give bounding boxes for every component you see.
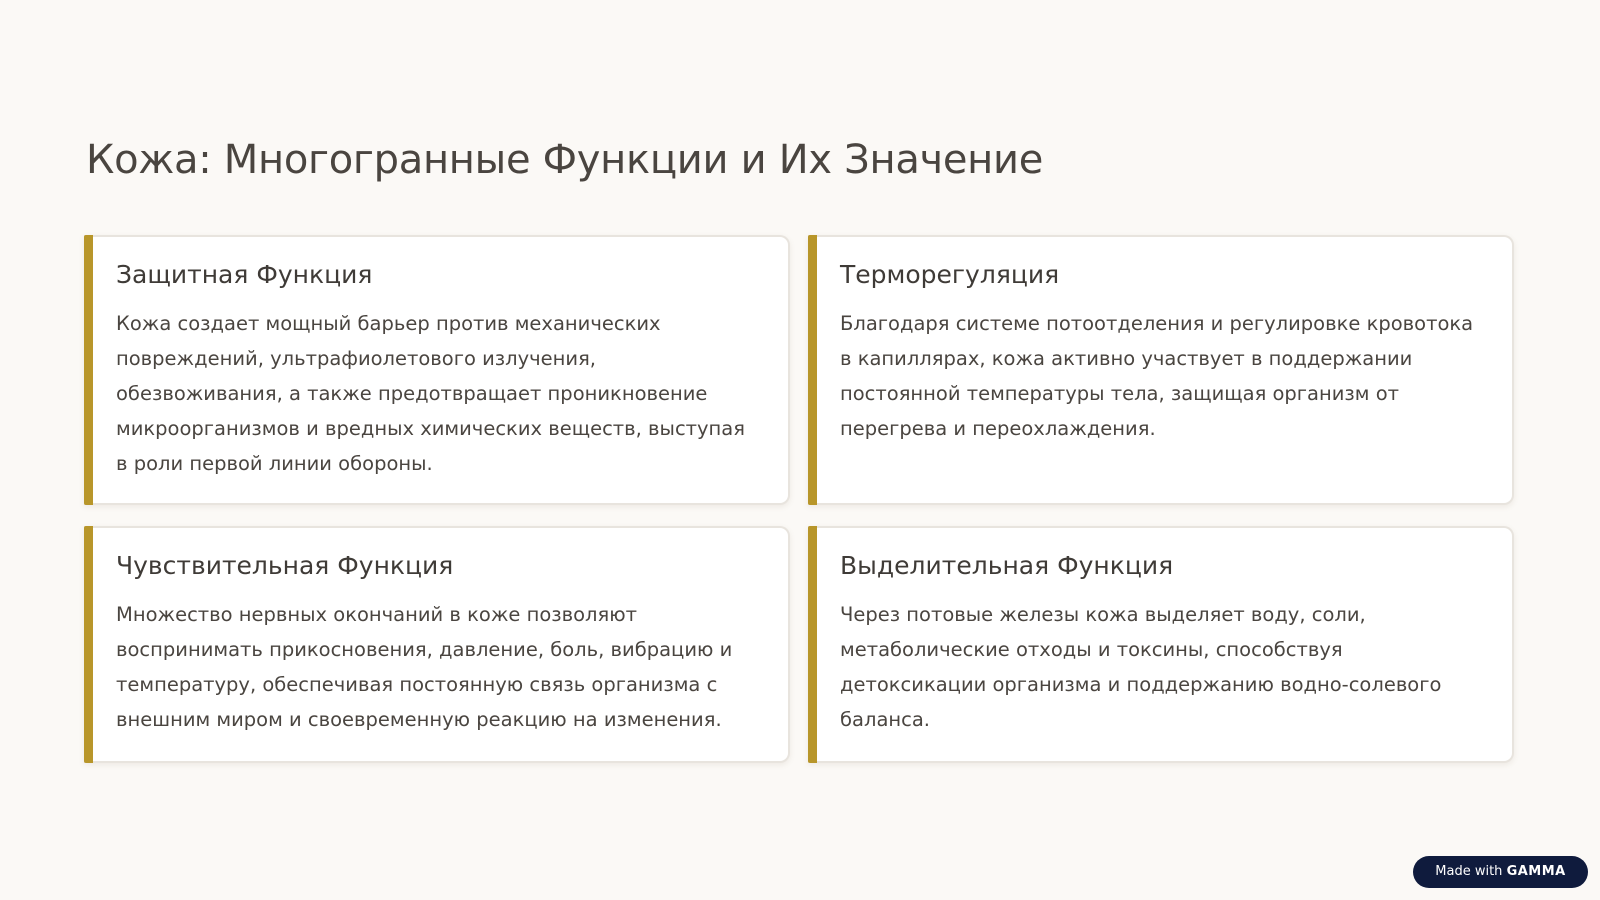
card-title: Терморегуляция — [840, 260, 1060, 289]
gamma-logo: GAMMA — [1506, 864, 1566, 879]
card-text: Через потовые железы кожа выделяет воду, соли, метаболические отходы и токсины, способствуя детоксикации организма и поддержанию водно-солевого баланса. — [840, 602, 1442, 731]
card-title: Выделительная Функция — [840, 551, 1174, 580]
card-thermoregulation — [808, 235, 1514, 505]
page-title: Кожа: Многогранные Функции и Их Значение — [86, 137, 1044, 183]
card-text: Кожа создает мощный барьер против механических повреждений, ультрафиолетового излучения, обезвоживания, а также предотвращает проникновение микроорганизмов и вредных химических веществ, выступая в роли первой линии обороны. — [116, 311, 745, 475]
card-sensory-function — [84, 526, 790, 763]
card-excretory-function — [808, 526, 1514, 763]
card-text: Множество нервных окончаний в коже позволяют воспринимать прикосновения, давление, боль, вибрацию и температуру, обеспечивая постоянную связь организма с внешним миром и своевременную реакцию на изменения. — [116, 602, 733, 731]
card-protective-function — [84, 235, 790, 505]
card-title: Чувствительная Функция — [116, 551, 454, 580]
badge-prefix: Made with — [1435, 864, 1503, 879]
card-text: Благодаря системе потоотделения и регулировке кровотока в капиллярах, кожа активно участвует в поддержании постоянной температуры тела, защищая организм от перегрева и переохлаждения. — [840, 311, 1474, 440]
card-title: Защитная Функция — [116, 260, 373, 289]
made-with-gamma-badge[interactable] — [1413, 856, 1588, 888]
